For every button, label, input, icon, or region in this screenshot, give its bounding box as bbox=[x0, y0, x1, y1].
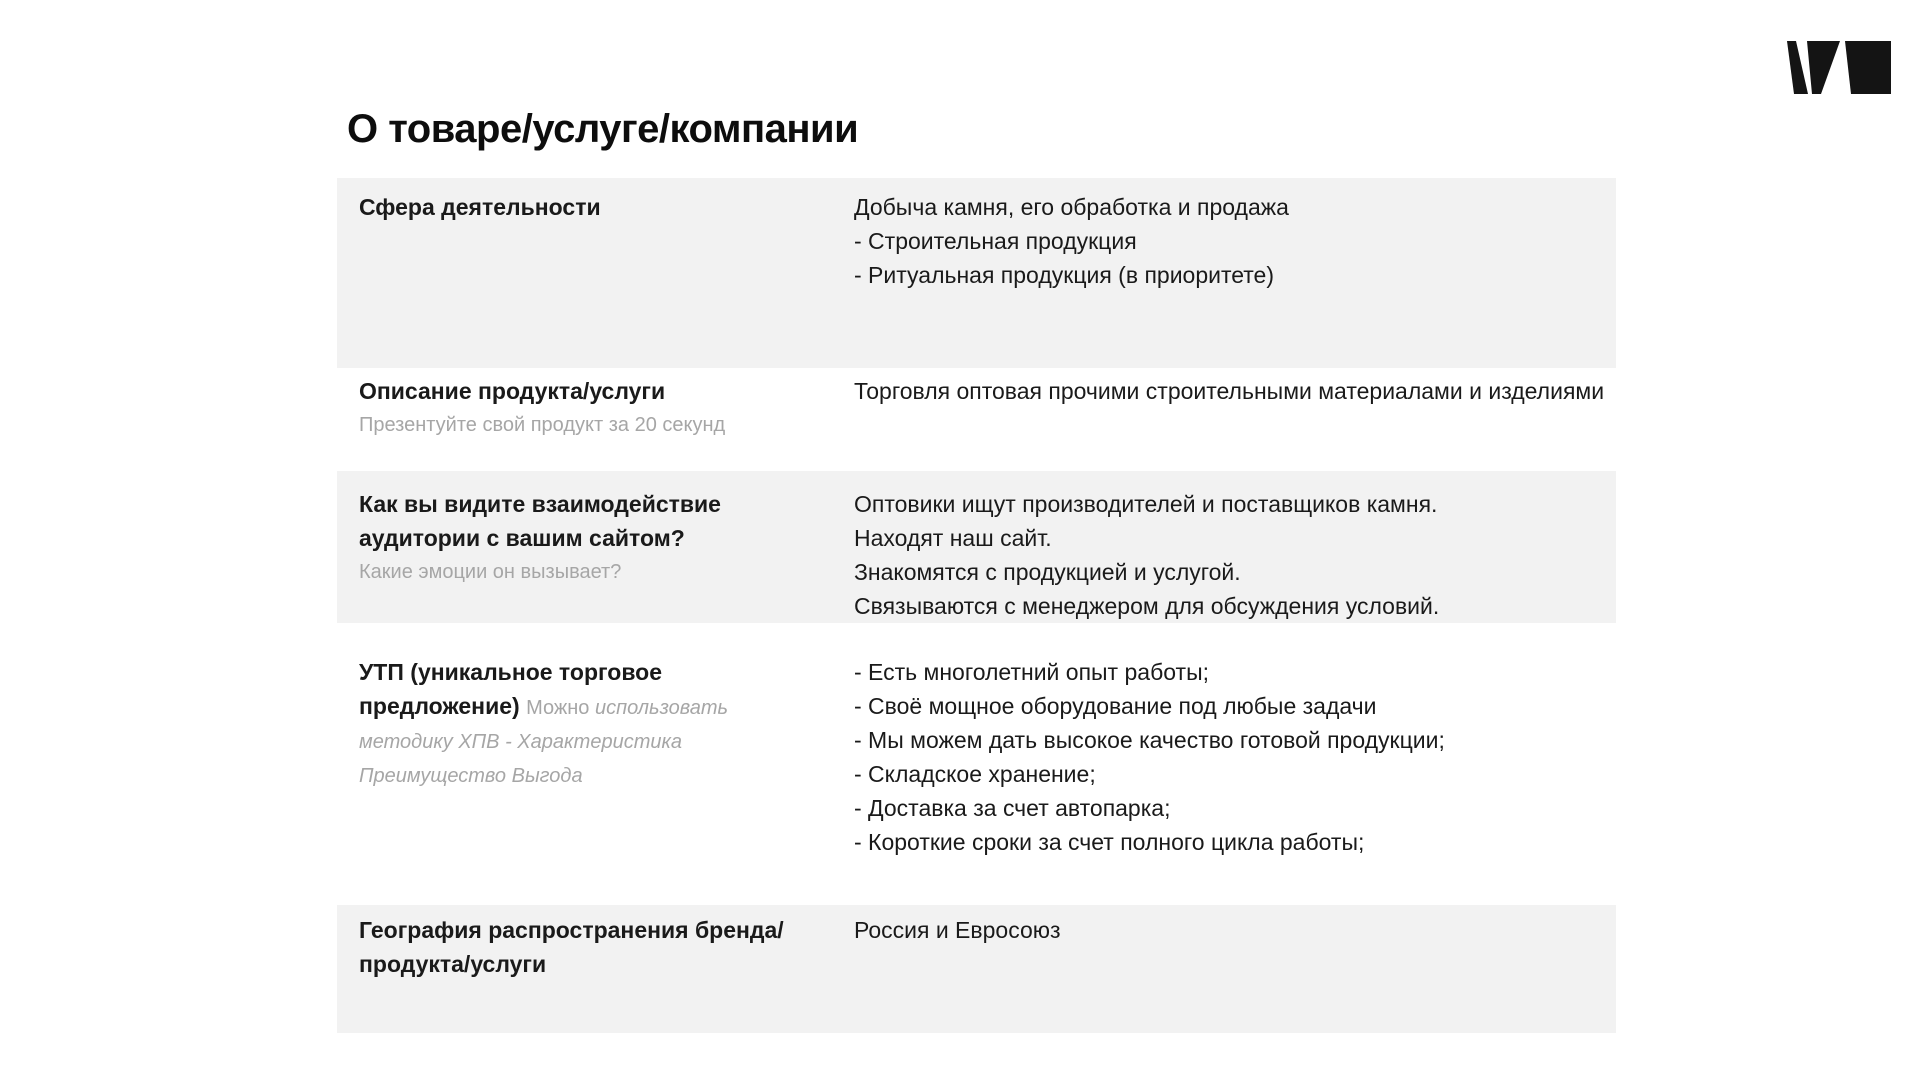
content-line: - Мы можем дать высокое качество готовой продукции; bbox=[854, 727, 1445, 753]
row-label-cell bbox=[337, 374, 854, 471]
table-row bbox=[337, 178, 1616, 368]
table-row bbox=[337, 471, 1616, 623]
row-label: УТП (уникальное торговое предложение) bbox=[359, 659, 662, 719]
row-label: Описание продукта/услуги bbox=[359, 378, 666, 404]
row-label-cell bbox=[337, 655, 854, 905]
page-title: О товаре/услуге/компании bbox=[347, 106, 859, 151]
content-line: Добыча камня, его обработка и продажа bbox=[854, 194, 1289, 220]
row-sublabel: Презентуйте свой продукт за 20 секунд bbox=[359, 414, 726, 436]
content-line: Находят наш сайт. bbox=[854, 525, 1052, 551]
row-label-text bbox=[359, 374, 784, 408]
row-label-text bbox=[359, 190, 784, 224]
content-line: - Доставка за счет автопарка; bbox=[854, 795, 1171, 821]
row-label-cell bbox=[337, 487, 854, 623]
row-content-cell bbox=[854, 374, 1616, 471]
row-label: Как вы видите взаимодействие аудитории с вашим сайтом? bbox=[359, 491, 721, 551]
row-content-cell bbox=[854, 655, 1616, 905]
row-content-cell bbox=[854, 913, 1616, 1033]
row-label: Сфера деятельности bbox=[359, 194, 601, 220]
table-row bbox=[337, 623, 1616, 905]
row-label-text bbox=[359, 487, 784, 555]
content-line: - Своё мощное оборудование под любые задачи bbox=[854, 693, 1377, 719]
info-table bbox=[337, 178, 1616, 1033]
m-logo-svg bbox=[1783, 40, 1893, 95]
row-note: Можно bbox=[526, 697, 595, 719]
row-content-cell bbox=[854, 190, 1616, 368]
row-content-cell bbox=[854, 487, 1616, 623]
content-line: Россия и Евросоюз bbox=[854, 917, 1061, 943]
table-row bbox=[337, 368, 1616, 471]
m-logo-icon bbox=[1783, 40, 1893, 95]
content-line: - Короткие сроки за счет полного цикла работы; bbox=[854, 829, 1365, 855]
row-label-cell bbox=[337, 913, 854, 1033]
table-row bbox=[337, 905, 1616, 1033]
content-line: Связываются с менеджером для обсуждения условий. bbox=[854, 593, 1440, 619]
row-note-italic: использовать методику ХПВ - Характеристика Преимущество Выгода bbox=[359, 697, 729, 787]
row-label-cell bbox=[337, 190, 854, 368]
content-line: - Ритуальная продукция (в приоритете) bbox=[854, 262, 1275, 288]
content-line: Торговля оптовая прочими строительными материалами и изделиями bbox=[854, 378, 1605, 404]
row-label-text bbox=[359, 913, 784, 981]
content-line: - Строительная продукция bbox=[854, 228, 1137, 254]
content-line: Оптовики ищут производителей и поставщиков камня. bbox=[854, 491, 1438, 517]
row-label-text bbox=[359, 655, 784, 791]
content-line: Знакомятся с продукцией и услугой. bbox=[854, 559, 1241, 585]
content-line: - Складское хранение; bbox=[854, 761, 1096, 787]
row-label: География распространения бренда/продукта/услуги bbox=[359, 917, 784, 977]
content-line: - Есть многолетний опыт работы; bbox=[854, 659, 1209, 685]
row-sublabel: Какие эмоции он вызывает? bbox=[359, 561, 622, 583]
